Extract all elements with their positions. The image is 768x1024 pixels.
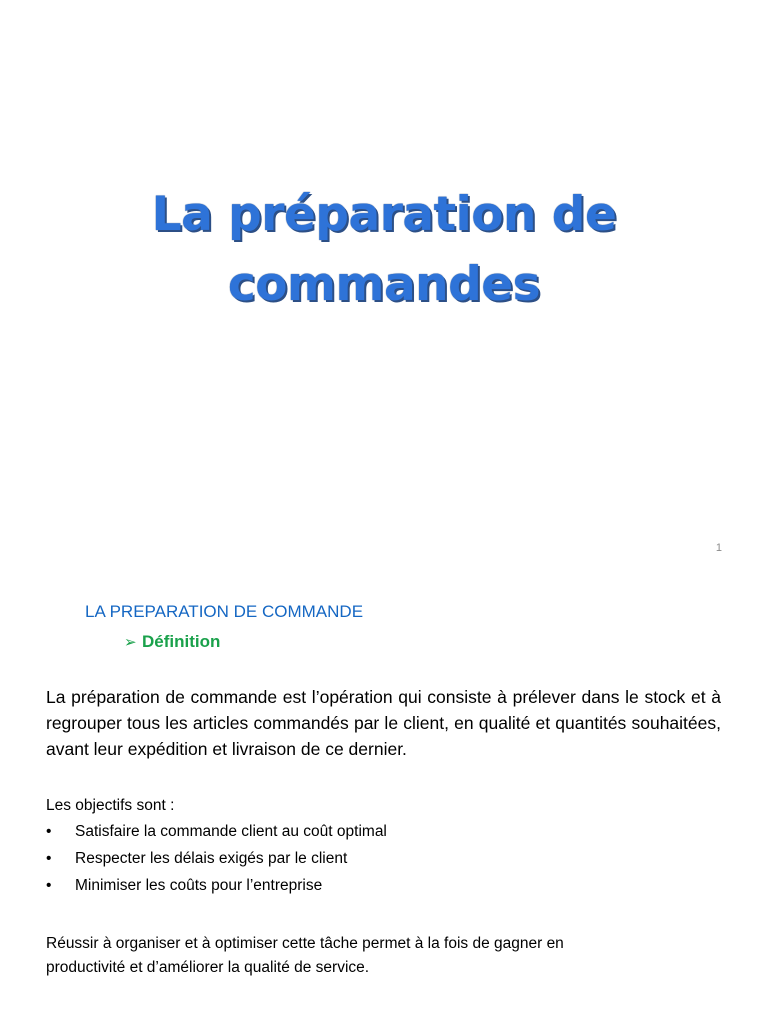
conclusion-paragraph: Réussir à organiser et à optimiser cette tâche permet à la fois de gagner en productivité et d’améliorer la qualité de service. <box>46 935 564 976</box>
definition-subheading <box>124 632 220 652</box>
section-heading: LA PREPARATION DE COMMANDE <box>85 602 364 621</box>
title-line-2: commandes <box>227 257 541 312</box>
subheading-label: Définition <box>142 632 221 651</box>
objective-text: Respecter les délais exigés par le client <box>75 850 348 867</box>
objective-text: Minimiser les coûts pour l’entreprise <box>75 877 323 894</box>
bullet-icon: • <box>46 850 52 867</box>
arrow-bullet-icon: ➢ <box>124 634 137 651</box>
definition-paragraph: La préparation de commande est l’opération qui consiste à prélever dans le stock et à regrouper tous les articles commandés par le client, en qualité et quantités souhaitées, avant leur expédition et livraison de ce dernier. <box>46 687 721 759</box>
slide-2 <box>0 575 768 1024</box>
list-item <box>46 849 387 876</box>
objectives-intro: Les objectifs sont : <box>46 797 175 814</box>
objectives-list <box>46 822 387 903</box>
bullet-icon: • <box>46 823 52 840</box>
list-item <box>46 876 387 903</box>
objective-text: Satisfaire la commande client au coût optimal <box>75 823 387 840</box>
bullet-icon: • <box>46 877 52 894</box>
list-item <box>46 822 387 849</box>
presentation-title <box>0 180 768 320</box>
page-number: 1 <box>715 542 722 554</box>
title-line-1: La préparation de <box>151 187 617 242</box>
